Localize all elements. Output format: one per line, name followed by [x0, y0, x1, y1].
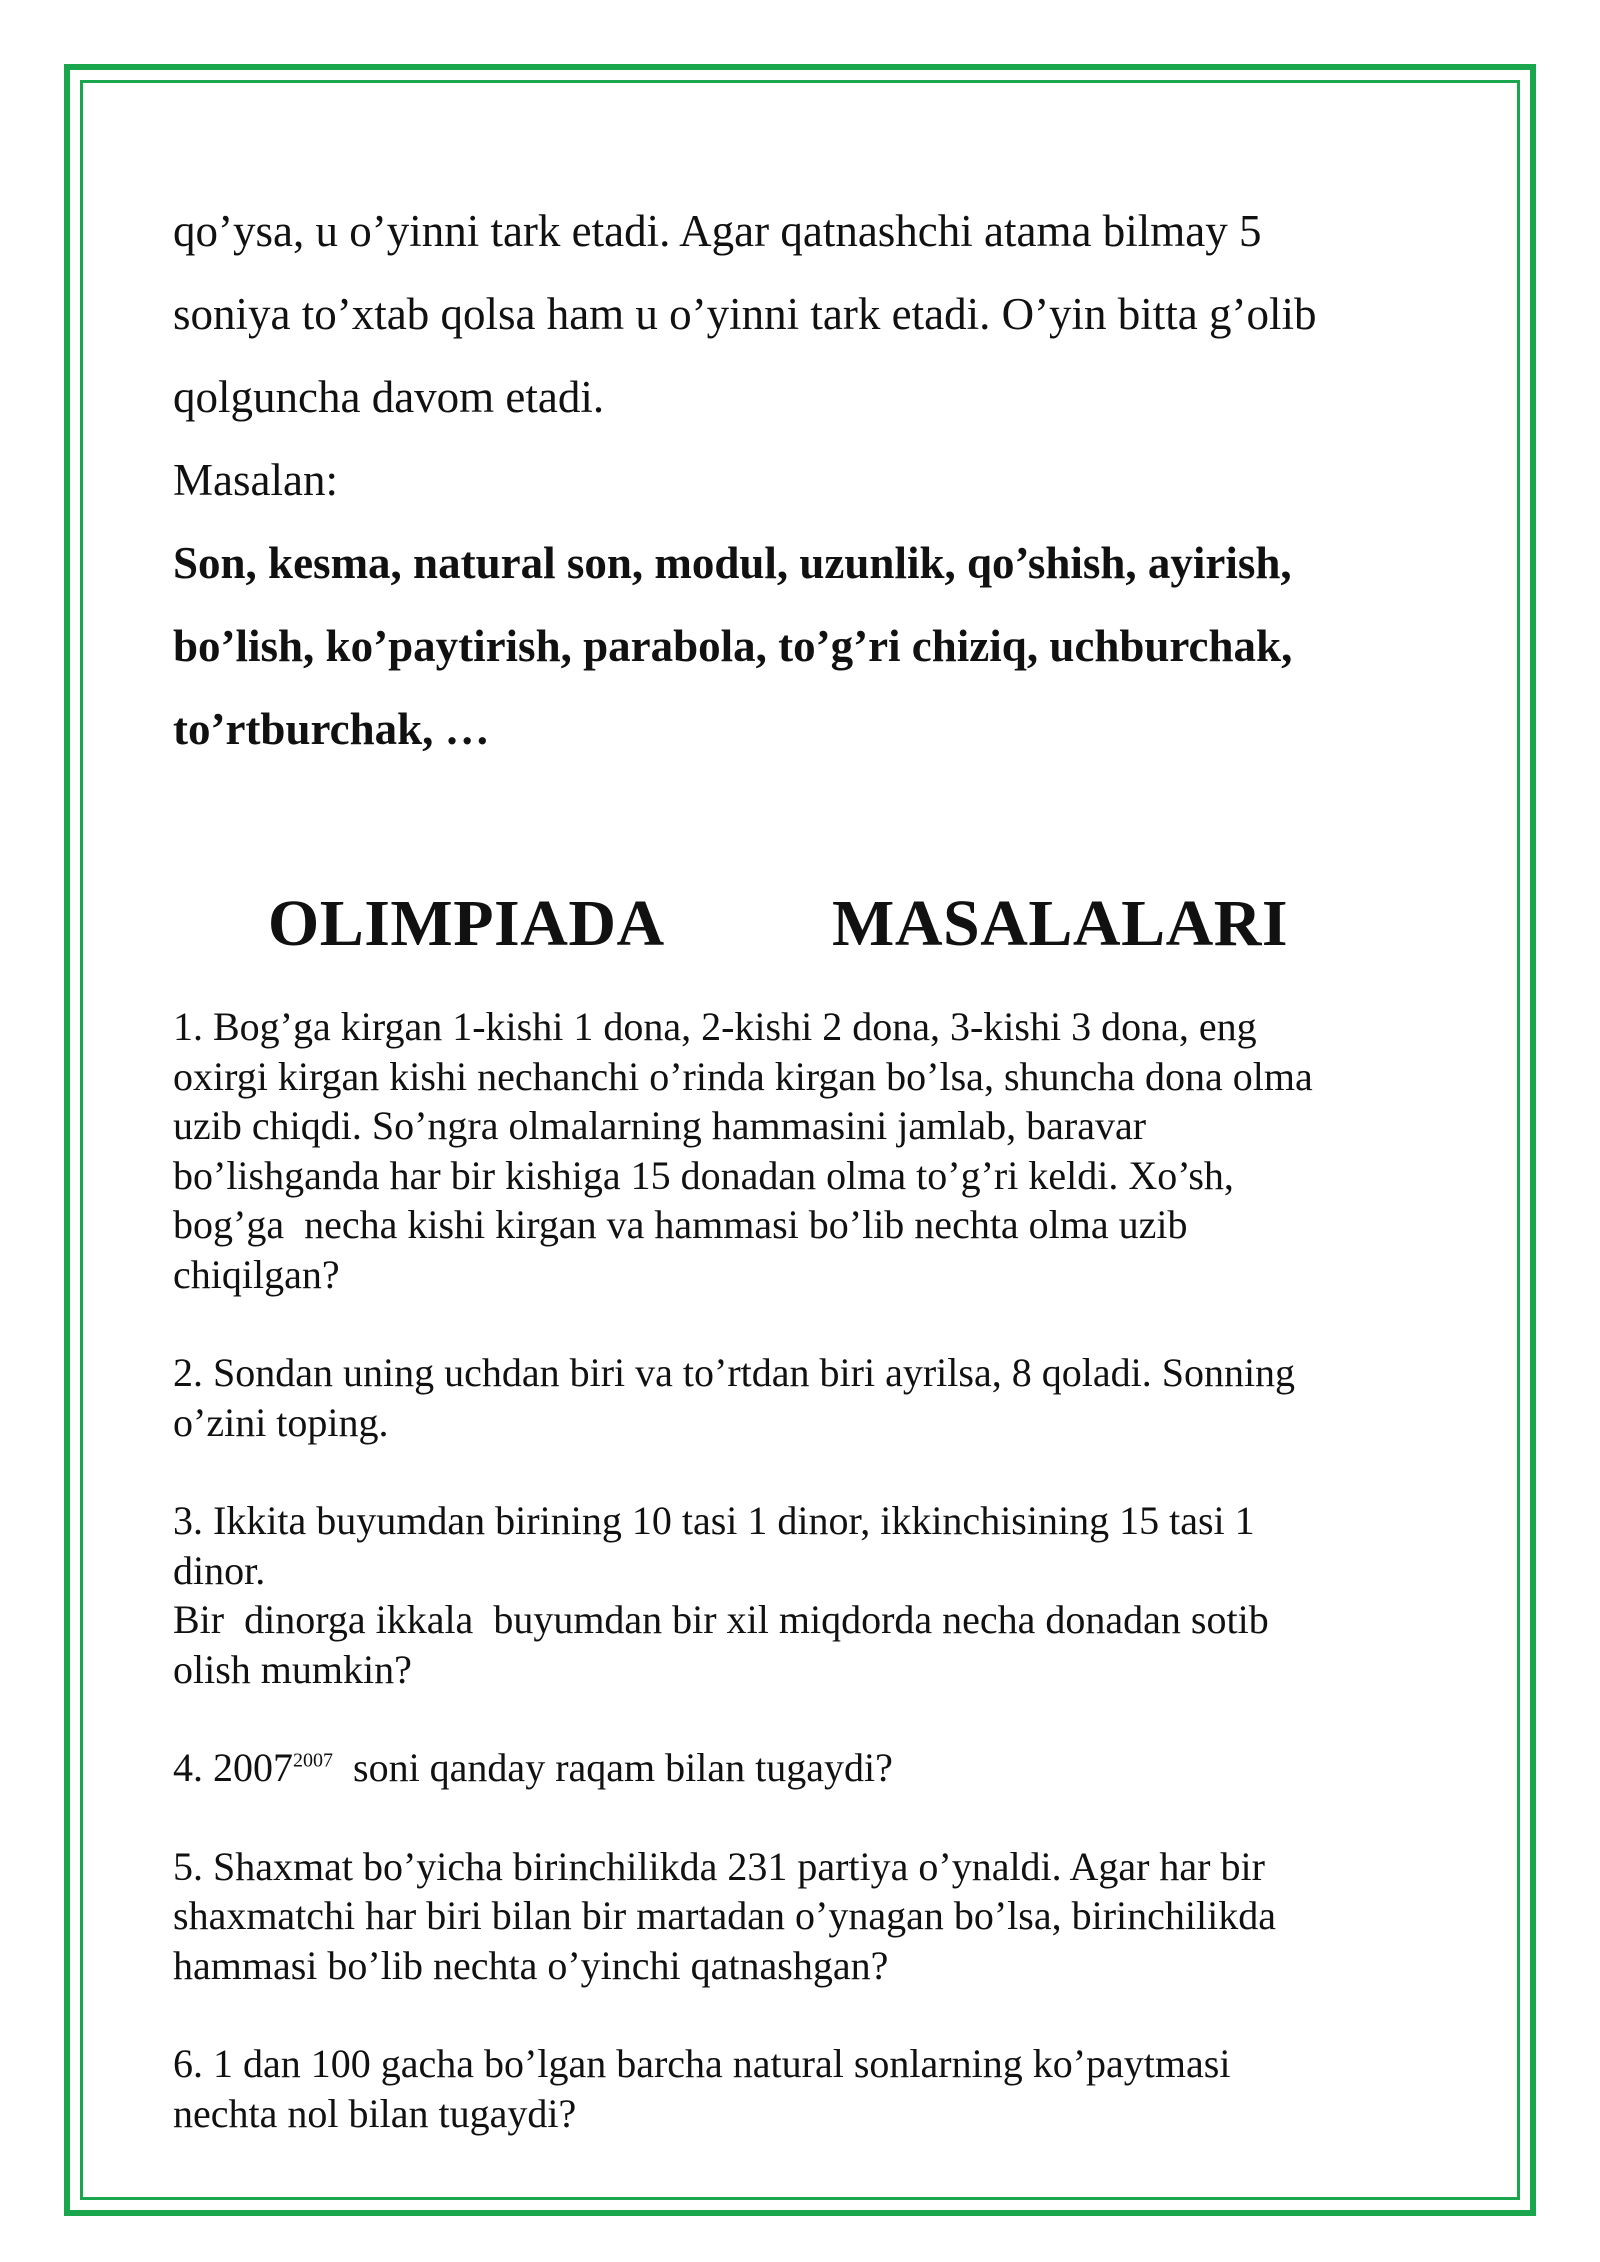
problem-line: 1. Bog’ga kirgan 1-kishi 1 dona, 2-kishi 2 dona, 3-kishi 3 dona, eng: [173, 1004, 1257, 1049]
problem-3: [173, 1496, 1433, 1694]
intro-section: [173, 190, 1433, 771]
problem-line: 6. 1 dan 100 gacha bo’lgan barcha natural sonlarning ko’paytmasi: [173, 2041, 1231, 2086]
terms-line: bo’lish, ko’paytirish, parabola, to’g’ri chiziq, uchburchak,: [173, 621, 1293, 671]
problem-line: Bir dinorga ikkala buyumdan bir xil miqdorda necha donadan sotib: [173, 1597, 1269, 1642]
problem-4: [173, 1743, 1433, 1793]
problem-4-question: soni qanday raqam bilan tugaydi?: [333, 1745, 893, 1790]
problem-line: [173, 1743, 1433, 1793]
problem-line: 3. Ikkita buyumdan birining 10 tasi 1 dinor, ikkinchisining 15 tasi 1: [173, 1498, 1255, 1543]
problem-line: bo’lishganda har bir kishiga 15 donadan olma to’g’ri keldi. Xo’sh,: [173, 1152, 1234, 1198]
problem-4-exponent: 2007: [293, 1749, 333, 1772]
problem-line: bog’ga necha kishi kirgan va hammasi bo’lib nechta olma uzib: [173, 1202, 1188, 1247]
page-content: [173, 190, 1433, 2187]
terms-line: to’rtburchak, …: [173, 704, 490, 754]
example-label: Masalan:: [173, 455, 338, 505]
problem-line: oxirgi kirgan kishi nechanchi o’rinda kirgan bo’lsa, shuncha dona olma: [173, 1053, 1313, 1099]
problem-line: dinor.: [173, 1547, 266, 1593]
problem-line: olish mumkin?: [173, 1646, 412, 1692]
problem-line: 5. Shaxmat bo’yicha birinchilikda 231 partiya o’ynaldi. Agar har bir: [173, 1843, 1265, 1889]
section-title: OLIMPIADA MASALALARI: [267, 887, 1289, 960]
problem-2: [173, 1348, 1433, 1447]
problem-4-base: 4. 2007: [173, 1745, 293, 1790]
problem-line: chiqilgan?: [173, 1251, 340, 1297]
problem-1: [173, 1002, 1433, 1299]
intro-line: qo’ysa, u o’yinni tark etadi. Agar qatnashchi atama bilmay 5: [173, 206, 1262, 256]
terms-line: Son, kesma, natural son, modul, uzunlik, qo’shish, ayirish,: [173, 538, 1292, 588]
problem-line: nechta nol bilan tugaydi?: [173, 2090, 577, 2136]
problems-list: [173, 1002, 1433, 2138]
problem-line: o’zini toping.: [173, 1399, 389, 1445]
problem-line: uzib chiqdi. So’ngra olmalarning hammasini jamlab, baravar: [173, 1103, 1147, 1148]
problem-line: shaxmatchi har biri bilan bir martadan o’ynagan bo’lsa, birinchilikda: [173, 1893, 1276, 1938]
problem-line: hammasi bo’lib nechta o’yinchi qatnashgan?: [173, 1942, 889, 1988]
intro-line: qolguncha davom etadi.: [173, 372, 605, 422]
problem-line: 2. Sondan uning uchdan biri va to’rtdan biri ayrilsa, 8 qoladi. Sonning: [173, 1350, 1296, 1395]
intro-line: soniya to’xtab qolsa ham u o’yinni tark etadi. O’yin bitta g’olib: [173, 289, 1317, 339]
problem-5: [173, 1842, 1433, 1991]
problem-6: [173, 2039, 1433, 2138]
